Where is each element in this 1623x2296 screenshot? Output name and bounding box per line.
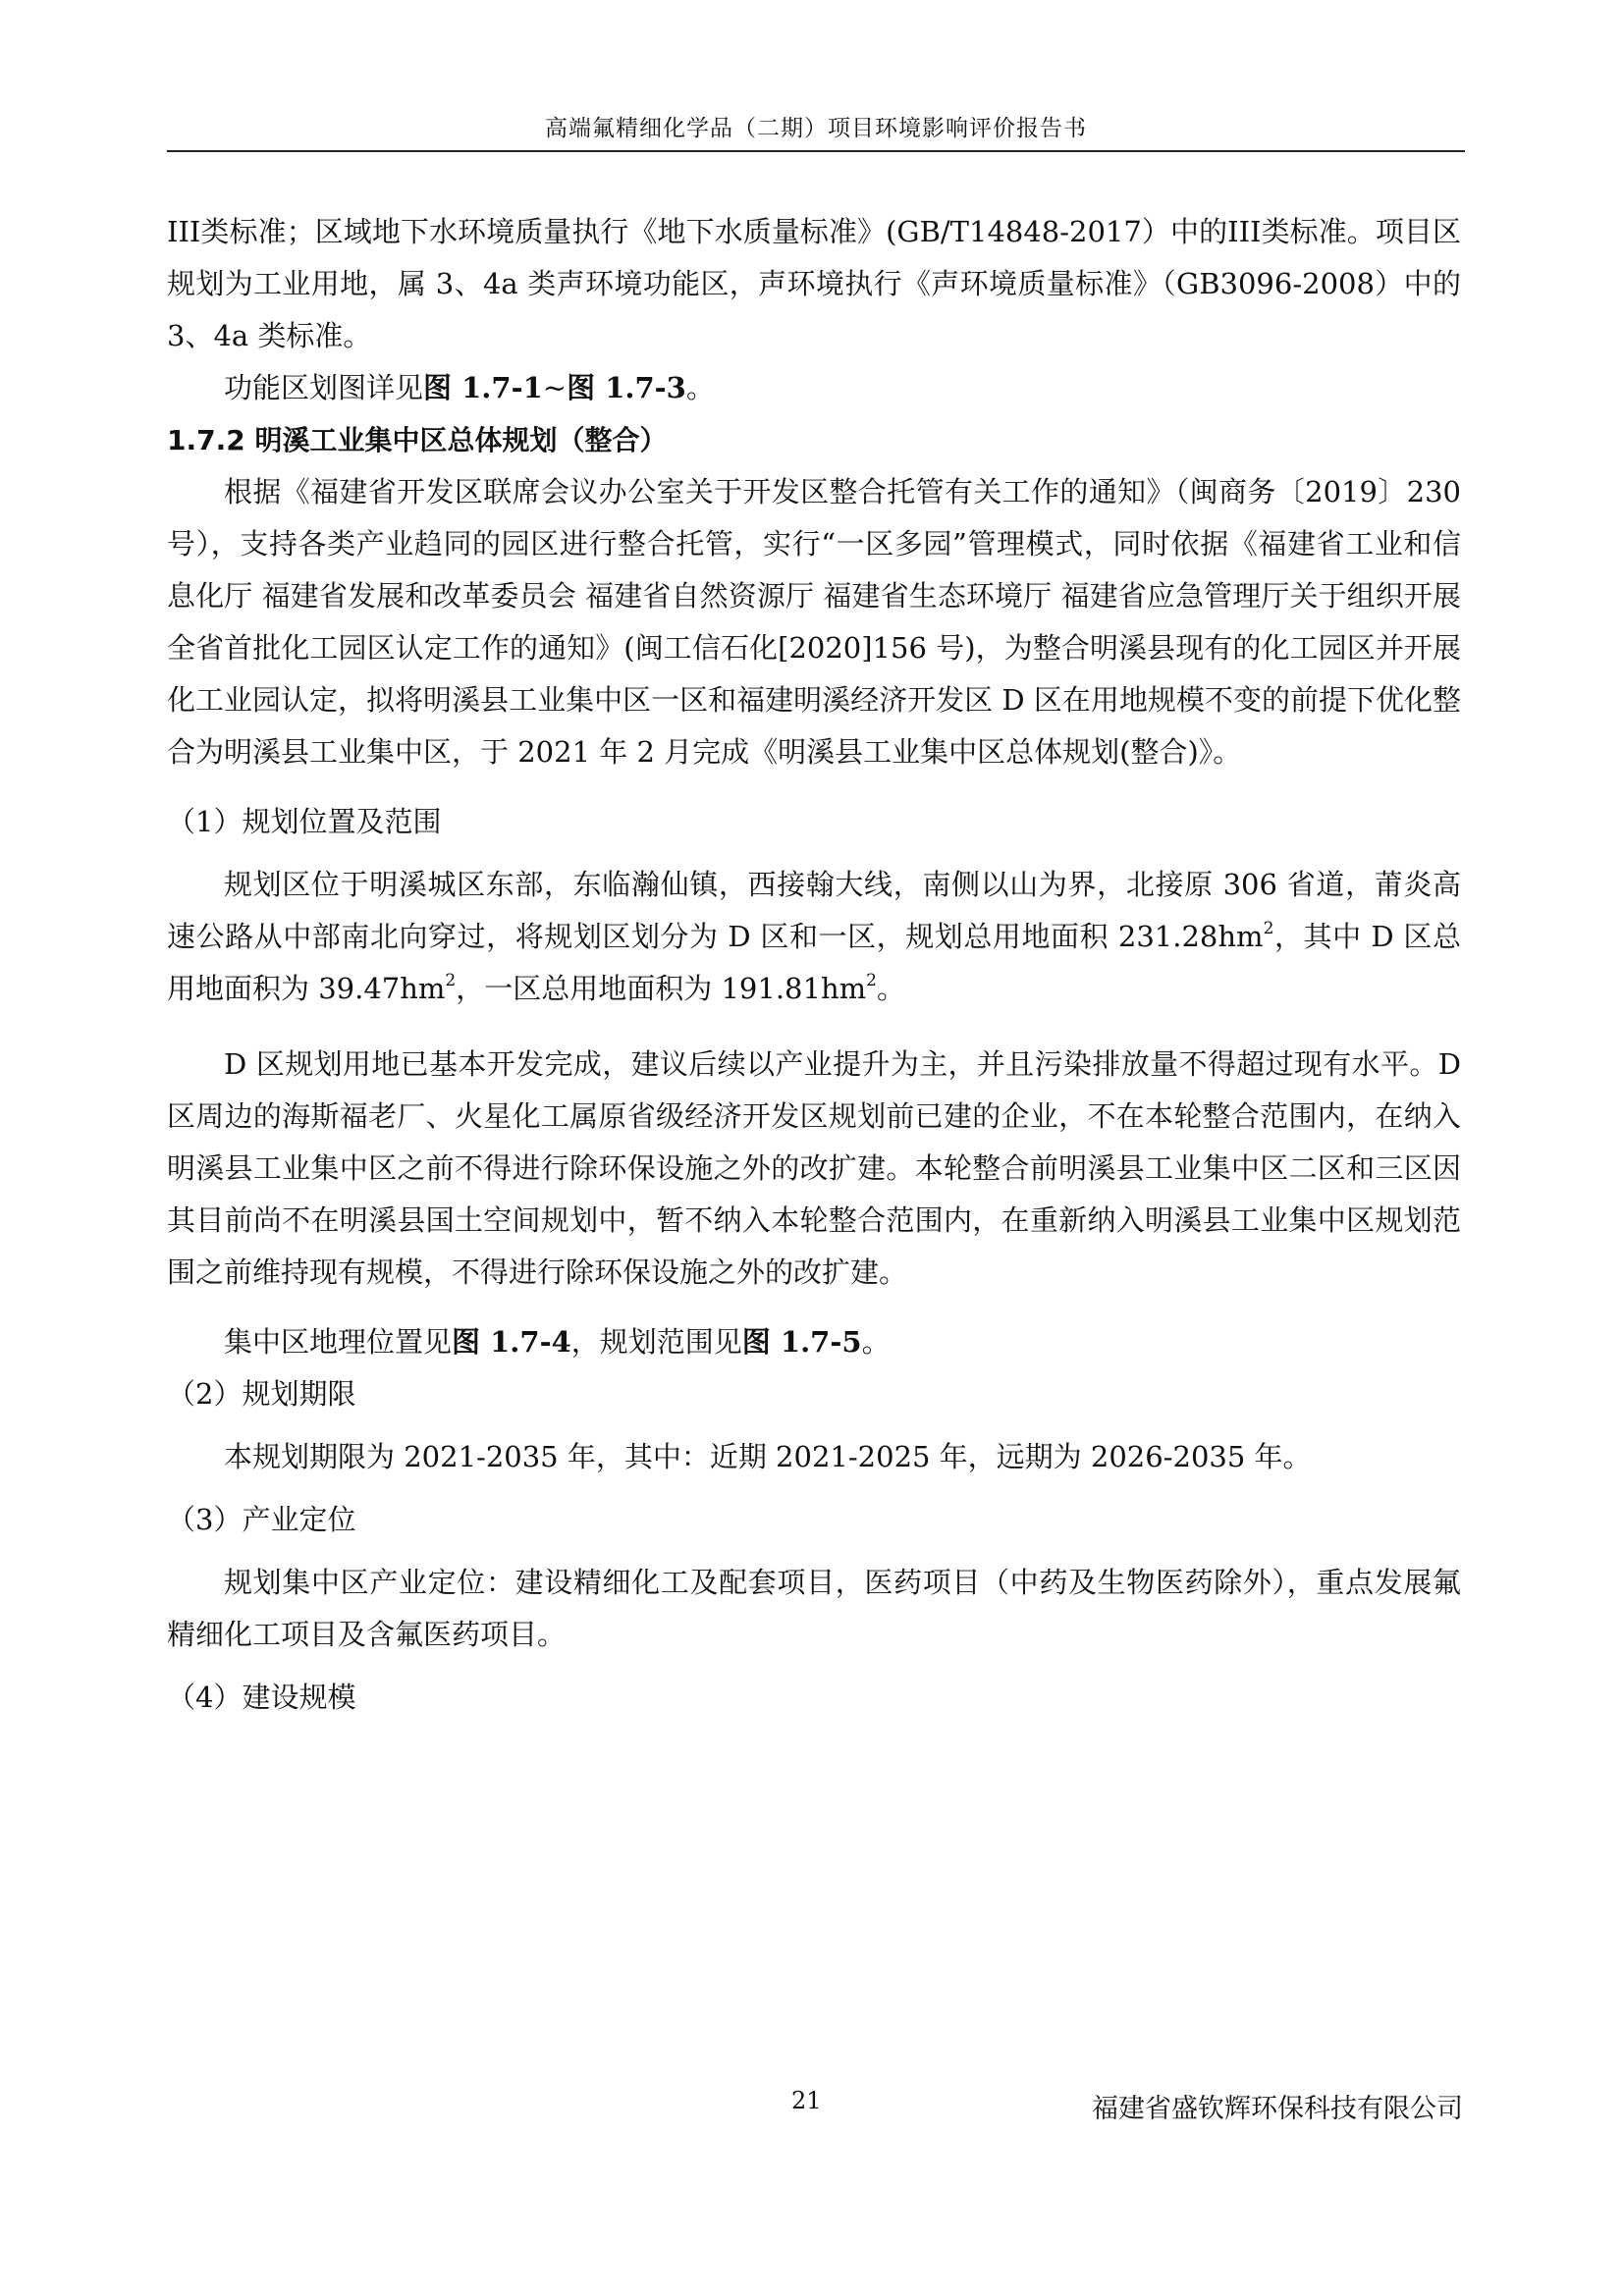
text: 。 <box>876 972 905 1005</box>
heading-construction-scale: （4）建设规模 <box>167 1681 356 1714</box>
section-title: 1.7.2 明溪工业集中区总体规划（整合） <box>167 424 668 456</box>
paragraph-zoning-figures <box>167 362 1461 414</box>
figure-ref: 图 1.7-3 <box>567 371 686 404</box>
paragraph-noise-standard: III类标准；区域地下水环境质量执行《地下水质量标准》(GB/T14848-2017）中的III类标准。项目区规划为工业用地，属 3、4a 类声环境功能区，声环境执行《声环境质量标准》（GB3096-2008）中的 3、4a 类标准。 <box>167 215 1461 352</box>
text: 规划区位于明溪城区东部，东临瀚仙镇，西接翰大线，南侧以山为界，北接原 306 省道，莆炎高速公路从中部南北向穿过，将规划区划分为 D 区和一区，规划总用地面积 231.28hm <box>167 868 1461 953</box>
text: ，其中 D 区总用地面积为 39.47hm <box>167 920 1461 1005</box>
paragraph-background: 根据《福建省开发区联席会议办公室关于开发区整合托管有关工作的通知》（闽商务〔2019〕230 号），支持各类产业趋同的园区进行整合托管，实行“一区多园”管理模式，同时依据《福建省工业和信息化厅 福建省发展和改革委员会 福建省自然资源厅 福建省生态环境厅 福建省应急管理厅关于组织开展全省首批化工园区认定工作的通知》(闽工信石化[2020]156 号)，为整合明溪县现有的化工园区并开展化工业园认定，拟将明溪县工业集中区一区和福建明溪经济开发区 D 区在用地规模不变的前提下优化整合为明溪县工业集中区，于 2021 年 2 月完成《明溪县工业集中区总体规划(整合)》。 <box>167 475 1461 769</box>
paragraph-d-zone: D 区规划用地已基本开发完成，建议后续以产业提升为主，并且污染排放量不得超过现有水平。D 区周边的海斯福老厂、火星化工属原省级经济开发区规划前已建的企业，不在本轮整合范围内，在纳入明溪县工业集中区之前不得进行除环保设施之外的改扩建。本轮整合前明溪县工业集中区二区和三区因其目前尚不在明溪县国土空间规划中，暂不纳入本轮整合范围内，在重新纳入明溪县工业集中区规划范围之前维持现有规模，不得进行除环保设施之外的改扩建。 <box>167 1047 1461 1289</box>
text: 功能区划图详见 <box>224 371 424 404</box>
paragraph-location-figures <box>167 1316 1461 1368</box>
heading-planning-period: （2）规划期限 <box>167 1377 356 1411</box>
paragraph-location <box>167 859 1461 1015</box>
footer-organization: 福建省盛钦辉环保科技有限公司 <box>1092 2094 1463 2124</box>
paragraph-industry-positioning: 规划集中区产业定位：建设精细化工及配套项目，医药项目（中药及生物医药除外），重点发展氟精细化工项目及含氟医药项目。 <box>167 1566 1461 1651</box>
page-number: 21 <box>791 2087 822 2114</box>
document-body <box>167 206 1461 1724</box>
figure-ref: 图 1.7-4 <box>452 1325 571 1359</box>
superscript: 2 <box>1263 919 1274 938</box>
header-rule <box>167 150 1465 152</box>
paragraph-planning-period: 本规划期限为 2021-2035 年，其中：近期 2021-2025 年，远期为 2026-2035 年。 <box>224 1440 1312 1473</box>
text: ，规划范围见 <box>570 1325 742 1359</box>
heading-location-scope: （1）规划位置及范围 <box>167 805 442 838</box>
figure-ref: 图 1.7-5 <box>741 1325 862 1359</box>
superscript: 2 <box>866 971 877 990</box>
text: 。 <box>685 371 715 404</box>
figure-ref: 图 1.7-1 <box>423 371 543 404</box>
text: ~ <box>542 371 568 404</box>
superscript: 2 <box>445 971 457 990</box>
text: 。 <box>861 1325 891 1359</box>
page-header: 高端氟精细化学品（二期）项目环境影响评价报告书 <box>545 116 1087 141</box>
text: 集中区地理位置见 <box>224 1325 453 1359</box>
heading-industry-positioning: （3）产业定位 <box>167 1503 356 1536</box>
text: ，一区总用地面积为 191.81hm <box>456 972 867 1005</box>
